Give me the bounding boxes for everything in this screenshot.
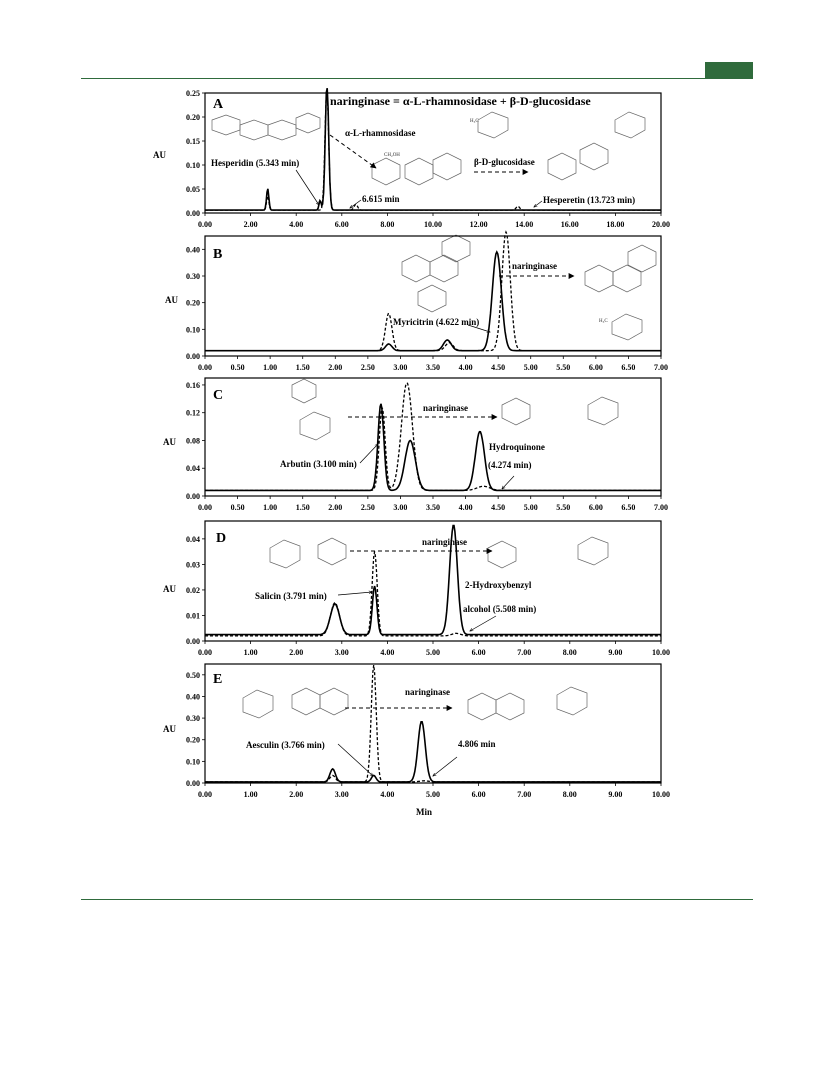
y-tick-label: 0.10: [186, 161, 200, 170]
annotation-enzyme-rhamnosidase: α-L-rhamnosidase: [345, 128, 416, 138]
annotation-enzyme-b: naringinase: [512, 261, 558, 271]
x-tick-label: 4.50: [491, 503, 506, 512]
x-tick-label: 0.00: [198, 790, 212, 799]
y-tick-label: 0.00: [186, 352, 200, 361]
series-line-a-dashed: [205, 91, 661, 211]
y-tick-label: 0.16: [186, 380, 200, 390]
esculetin-structure: [468, 693, 524, 720]
chart-b: [186, 232, 668, 372]
annotation-4806: 4.806 min: [458, 739, 496, 749]
x-tick-label: 1.50: [295, 363, 310, 372]
x-tick-label: 2.00: [328, 503, 343, 512]
x-tick-label: 4.00: [380, 648, 395, 657]
hesperetin-structure: [548, 143, 608, 180]
x-tick-label: 7.00: [517, 790, 532, 799]
annotation-arbutin: Arbutin (3.100 min): [280, 459, 357, 469]
hydroquinone-structure: [502, 398, 530, 425]
y-tick-label: 0.40: [186, 692, 200, 702]
x-tick-label: 10.00: [424, 220, 442, 229]
annotation-hydroxybenzyl: 2-Hydroxybenzyl: [465, 580, 532, 590]
y-tick-label: 0.20: [186, 298, 200, 308]
y-tick-label: 0.05: [186, 185, 200, 194]
chart-e: [186, 664, 670, 799]
pointer-hydroxybenzyl: [470, 616, 496, 631]
rhamnose-structure-b: [612, 314, 642, 340]
myricetin-structure: [585, 245, 656, 292]
x-tick-label: 6.00: [334, 220, 349, 229]
annotation-hydroquinone: Hydroquinone: [489, 442, 545, 452]
x-tick-label: 7.00: [654, 363, 668, 372]
x-tick-label: 5.00: [523, 363, 538, 372]
x-tick-label: 2.00: [243, 220, 258, 229]
x-tick-label: 8.00: [562, 648, 577, 657]
x-tick-label: 18.00: [606, 220, 625, 229]
panel-d: [216, 531, 608, 631]
panel-a: [211, 94, 645, 208]
x-tick-label: 1.00: [263, 503, 278, 512]
annotation-hydroquinone-time: (4.274 min): [488, 460, 532, 470]
x-tick-label: 0.00: [198, 220, 212, 229]
x-tick-label: 16.00: [560, 220, 579, 229]
x-tick-label: 1.00: [243, 648, 258, 657]
plot-frame-b: [205, 236, 661, 356]
x-tick-label: 6.50: [621, 363, 636, 372]
x-tick-label: 4.00: [380, 790, 395, 799]
glucose-structure-c: [588, 397, 618, 425]
annotation-myricitrin: Myricitrin (4.622 min): [393, 317, 480, 327]
panel-c-label: C: [213, 388, 224, 403]
y-tick-label: 0.10: [186, 325, 200, 335]
y-tick-label: 0.03: [186, 560, 200, 570]
y-tick-label: 0.30: [186, 272, 200, 281]
y-tick-label: 0.00: [186, 209, 200, 218]
x-tick-label: 0.00: [198, 648, 212, 657]
equation-title: naringinase = α-L-rhamnosidase + β-D-glucosidase: [330, 94, 591, 108]
x-tick-label: 8.00: [562, 790, 577, 799]
y-tick-label: 0.15: [186, 137, 200, 146]
x-tick-label: 12.00: [469, 220, 488, 229]
reaction-arrow-a1: [330, 135, 376, 168]
x-tick-label: 14.00: [515, 220, 534, 229]
panel-e-label: E: [213, 672, 223, 687]
x-tick-label: 6.00: [471, 648, 486, 657]
x-tick-label: 3.50: [426, 503, 440, 512]
glucose-structure-d: [578, 537, 608, 565]
chem-label-h3c-a: H₃C: [470, 119, 479, 124]
y-tick-label: 0.12: [186, 408, 200, 418]
panel-b-label: B: [213, 247, 223, 262]
x-tick-label: 3.00: [393, 363, 408, 372]
y-tick-label: 0.04: [186, 464, 200, 474]
y-axis-label-c: AU: [163, 437, 176, 447]
y-axis-label-e: AU: [163, 724, 176, 734]
y-axis-label-a: AU: [153, 150, 166, 160]
myricitrin-structure: [402, 235, 470, 312]
x-tick-label: 6.00: [588, 363, 603, 372]
y-axis-label-d: AU: [163, 584, 176, 594]
x-tick-label: 6.00: [471, 790, 486, 799]
x-tick-label: 3.00: [393, 503, 408, 512]
pointer-salicin: [338, 592, 372, 595]
annotation-enzyme-glucosidase: β-D-glucosidase: [474, 157, 535, 167]
chart-c: [186, 378, 668, 512]
x-tick-label: 4.50: [491, 363, 506, 372]
salicin-structure: [270, 538, 346, 568]
annotation-hydroxybenzyl-time: alcohol (5.508 min): [463, 604, 537, 614]
pointer-hydroquinone: [502, 476, 514, 489]
x-tick-label: 0.00: [198, 363, 212, 372]
x-tick-label: 1.00: [263, 363, 278, 372]
x-tick-label: 4.00: [289, 220, 304, 229]
arbutin-structure: [292, 379, 330, 440]
annotation-enzyme-d: naringinase: [422, 537, 468, 547]
y-tick-label: 0.25: [186, 89, 200, 98]
hydroxybenzyl-alcohol-structure: [488, 541, 516, 568]
x-tick-label: 2.00: [289, 648, 304, 657]
y-tick-label: 0.08: [186, 436, 200, 446]
x-tick-label: 4.00: [458, 363, 473, 372]
annotation-6615: 6.615 min: [362, 194, 400, 204]
annotation-salicin: Salicin (3.791 min): [255, 591, 327, 601]
y-tick-label: 0.50: [186, 670, 200, 680]
hesperidin-structure: [212, 113, 320, 140]
x-tick-label: 1.00: [243, 790, 258, 799]
pointer-hesperidin: [296, 170, 319, 205]
chem-label-ch2oh: CH₂OH: [384, 153, 400, 158]
series-line-c-dashed: [205, 383, 661, 490]
annotation-aesculin: Aesculin (3.766 min): [246, 740, 325, 750]
y-tick-label: 0.01: [186, 611, 200, 621]
x-tick-label: 7.00: [654, 503, 668, 512]
pointer-4806: [433, 757, 457, 776]
annotation-hesperetin: Hesperetin (13.723 min): [543, 195, 636, 205]
pointer-hesperetin: [534, 201, 542, 207]
annotation-enzyme-e: naringinase: [405, 687, 451, 697]
plot-frame-e: [205, 664, 661, 783]
x-tick-label: 2.50: [360, 363, 375, 372]
panel-a-label: A: [213, 97, 224, 112]
y-tick-label: 0.10: [186, 757, 200, 767]
pointer-arbutin: [360, 444, 378, 463]
y-axis-label-b: AU: [165, 295, 178, 305]
series-line-e-dashed: [205, 665, 661, 782]
x-tick-label: 0.50: [230, 503, 245, 512]
x-tick-label: 3.50: [426, 363, 440, 372]
x-axis-label: Min: [415, 807, 433, 817]
series-line-e-solid: [205, 722, 661, 782]
chem-label-h3c-b: H₃C: [599, 319, 608, 324]
x-tick-label: 10.00: [652, 648, 670, 657]
x-tick-label: 4.00: [458, 503, 473, 512]
panel-c: [213, 379, 618, 489]
y-tick-label: 0.04: [186, 534, 200, 544]
x-tick-label: 0.00: [198, 503, 212, 512]
annotation-hesperidin: Hesperidin (5.343 min): [211, 158, 300, 168]
x-tick-label: 20.00: [652, 220, 670, 229]
y-tick-label: 0.00: [186, 637, 200, 646]
series-line-b-dashed: [205, 232, 661, 351]
x-tick-label: 2.00: [328, 363, 343, 372]
glucose-structure-a: [615, 112, 645, 138]
y-tick-label: 0.20: [186, 113, 200, 122]
aesculin-structure: [243, 688, 348, 718]
x-tick-label: 10.00: [652, 790, 670, 799]
glucose-structure-e: [557, 687, 587, 715]
x-tick-label: 9.00: [608, 790, 623, 799]
x-tick-label: 3.00: [334, 648, 349, 657]
annotation-enzyme-c: naringinase: [423, 403, 469, 413]
rhamnose-structure: [478, 112, 508, 138]
x-tick-label: 6.50: [621, 503, 636, 512]
y-tick-label: 0.30: [186, 714, 200, 724]
y-tick-label: 0.00: [186, 492, 200, 501]
x-tick-label: 5.00: [426, 648, 440, 657]
y-tick-label: 0.40: [186, 245, 200, 255]
panel-b: [213, 235, 656, 340]
x-tick-label: 5.50: [556, 503, 571, 512]
x-tick-label: 5.00: [523, 503, 538, 512]
panel-d-label: D: [216, 531, 227, 546]
y-tick-label: 0.00: [186, 779, 200, 788]
x-tick-label: 1.50: [295, 503, 310, 512]
x-tick-label: 0.50: [230, 363, 245, 372]
x-tick-label: 2.00: [289, 790, 304, 799]
x-tick-label: 2.50: [360, 503, 375, 512]
x-tick-label: 3.00: [334, 790, 349, 799]
plot-frame-c: [205, 378, 661, 496]
y-tick-label: 0.20: [186, 735, 200, 745]
x-tick-label: 8.00: [380, 220, 395, 229]
x-tick-label: 9.00: [608, 648, 623, 657]
x-tick-label: 5.00: [426, 790, 440, 799]
series-line-b-solid: [205, 252, 661, 351]
panel-e: [213, 672, 587, 776]
y-tick-label: 0.02: [186, 585, 200, 595]
x-tick-label: 7.00: [517, 648, 532, 657]
x-tick-label: 5.50: [556, 363, 571, 372]
x-tick-label: 6.00: [588, 503, 603, 512]
